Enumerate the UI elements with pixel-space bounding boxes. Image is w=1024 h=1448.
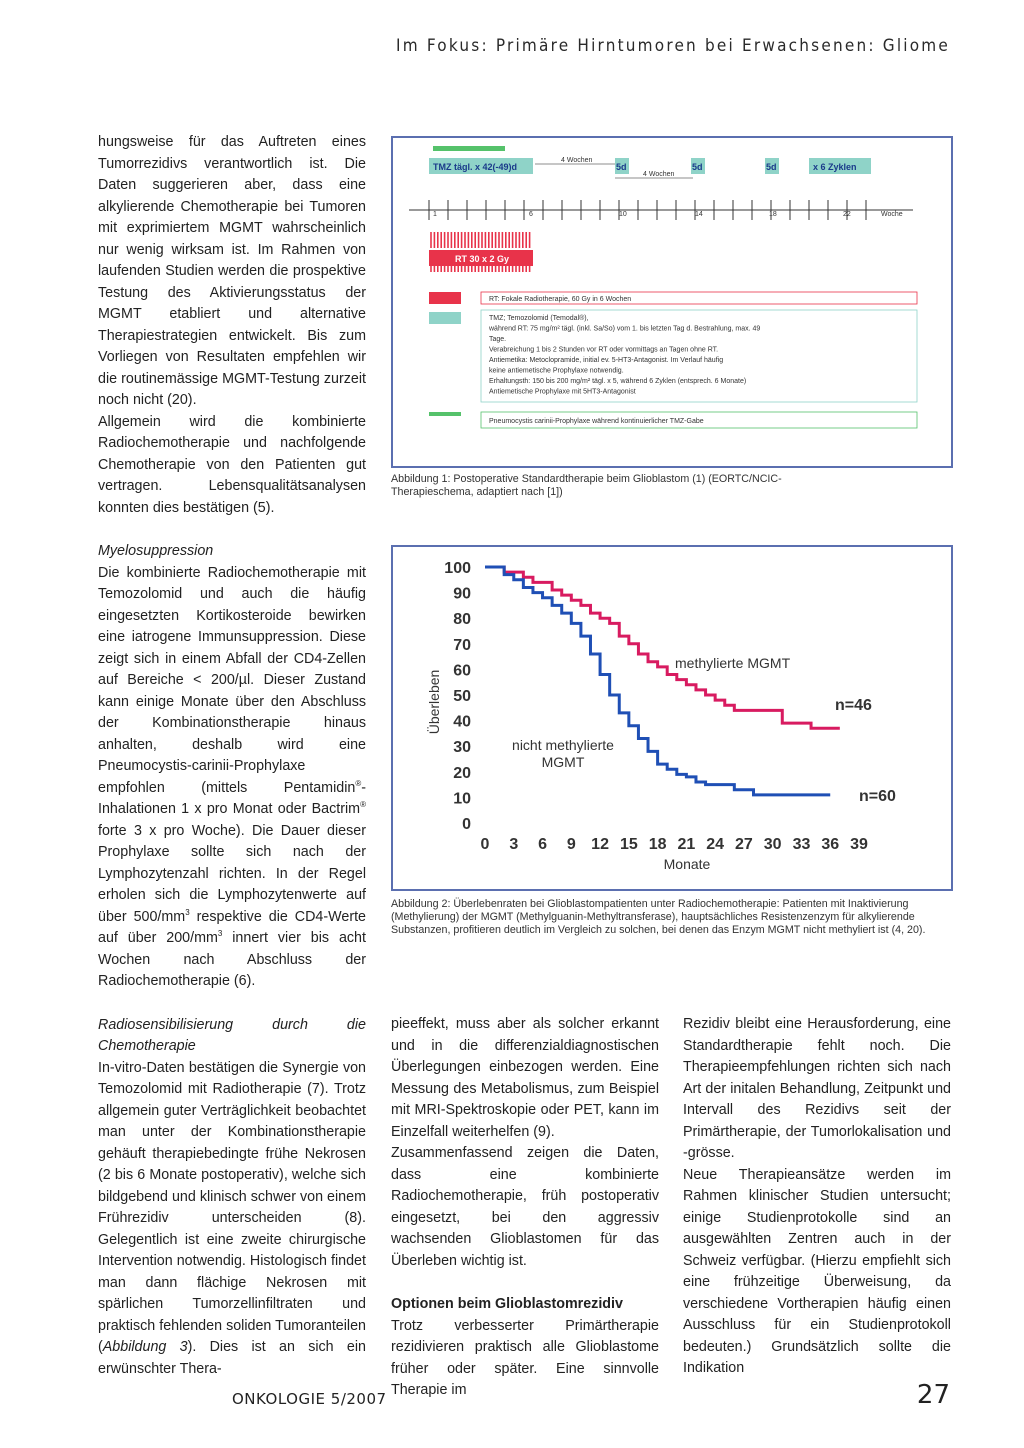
x-tick-label: 0 <box>480 836 490 853</box>
legend-rt-text: RT: Fokale Radiotherapie, 60 Gy in 6 Wochen <box>489 296 632 303</box>
y-tick-label: 10 <box>453 790 471 808</box>
therapy-scheme-svg <box>393 138 951 466</box>
paragraph: Zusammenfassend zeigen die Daten, dass eine kombinierte Radiochemotherapie, früh postoperativ eingesetzt, bei den aggressiv wachsenden Glioblastomen für das Überleben wichtig ist. <box>391 1145 659 1269</box>
series-label-unmethylated-line1: nicht methylierte <box>512 737 614 753</box>
y-tick-label: 90 <box>453 585 471 603</box>
weeks-label-b: 4 Wochen <box>643 171 675 178</box>
x-tick-label: 30 <box>763 836 782 853</box>
running-header: Im Fokus: Primäre Hirntumoren bei Erwachsenen: Gliome <box>396 36 950 56</box>
x-tick-label: 33 <box>792 836 811 853</box>
weeks-label-a: 4 Wochen <box>561 157 593 164</box>
paragraph: Neue Therapieansätze werden im Rahmen klinischer Studien untersucht; einige Studienprotokolle sind an ausgewählten Zentren auch in der Schweiz verfügbar. (Hierzu empfiehlt sich eine frühzeitige Überweisung, da verschiedene Vortherapien häufig einen Ausschluss für ein Studienprotokoll bedeuten.) Grundsätzlich sollte die Indikation <box>683 1166 951 1376</box>
week-tick-label: 1 <box>433 211 437 218</box>
figure-2-caption: Abbildung 2: Überlebenraten bei Glioblastompatienten unter Radiochemotherapie: Patienten mit Inaktivierung (Methylierung) der MGMT (Methylguanin-Methyltransferase), hauptsächliches Resistenzenzym für alkylierende Substanzen, profitieren deutlich im Vergleich zu solchen, bei denen das Enzym MGMT nicht methyliert ist (4, 20). <box>391 898 926 936</box>
km-series-line <box>485 567 830 795</box>
week-tick-label: 14 <box>695 211 703 218</box>
legend-tmz-swatch <box>429 312 461 324</box>
paragraph: In-vitro-Daten bestätigen die Synergie von Temozolomid mit Radiotherapie (7). Trotz allgemein guter Verträglichkeit beobachtet man unter der Kombinationstherapie gehäuft therapiebedingte frühe Nekrosen (2 bis 6 Monate postoperativ), welche sich bildgebend und klinisch schwer von einem Frührezidiv unterscheiden (8). Gelegentlich ist eine zweite chirurgische Intervention notwendig. Histologisch findet man dann flächige Nekrosen mit spärlichen Tumorzellinfiltraten und praktisch fehlenden soliden Tumoranteilen (Abbildung 3). Dies ist an sich ein erwünschter Thera- <box>98 1059 366 1377</box>
paragraph: Rezidiv bleibt eine Herausforderung, eine Standardtherapie fehlt noch. Die Therapieempfehlungen richten sich nach Art der initalen Behandlung, Zeitpunkt und Intervall des Rezidivs seit der Primärtherapie, der Tumorlokalisation und -grösse. <box>683 1016 951 1161</box>
legend-pneumo-text: Pneumocystis carinii-Prophylaxe während kontinuierlicher TMZ-Gabe <box>489 418 704 425</box>
series-label-unmethylated-line2: MGMT <box>541 754 585 770</box>
legend-pneumo-swatch <box>429 412 461 416</box>
cycle-label: 5d <box>766 162 777 172</box>
survival-chart-svg <box>393 547 951 889</box>
paragraph: pieeffekt, muss aber als solcher erkannt und in die differenzialdiagnostischen Überlegungen einbezogen werden. Eine Messung des Metabolismus, zum Beispiel mit MRI-Spektroskopie oder PET, kann im Einzelfall weiterhelfen (9). <box>391 1016 659 1140</box>
middle-column <box>391 1014 659 1402</box>
x-tick-label: 9 <box>566 836 576 853</box>
paragraph: Trotz verbesserter Primärtherapie rezidivieren praktisch alle Glioblastome früher oder später. Eine sinnvolle Therapie im <box>391 1317 659 1398</box>
page-number: 27 <box>916 1380 950 1410</box>
paragraph: hungsweise für das Auftreten eines Tumorrezidivs verantwortlich ist. Die Daten suggerieren aber, dass eine alkylierende Chemotherapie bei Tumoren mit exprimiertem MGMT wahrscheinlich nur wenig wirksam ist. Im Rahmen von laufenden Studien werden die prospektive Testung des Aktivierungsstatus der MGMT etabliert und alternative Therapiestrategien entwickelt. Bis zum Vorliegen von Resultaten empfehlen wir die routinemässige MGMT-Testung zurzeit noch nicht (20). <box>98 134 366 408</box>
y-tick-label: 70 <box>453 636 471 654</box>
x-tick-label: 27 <box>735 836 753 853</box>
cycle-label: 5d <box>692 162 703 172</box>
y-tick-label: 60 <box>453 662 471 680</box>
rt-box-label: RT 30 x 2 Gy <box>455 254 510 264</box>
x-tick-label: 24 <box>706 836 725 853</box>
tmz-box-label: TMZ tägl. x 42(-49)d <box>433 162 518 172</box>
axis-label-woche: Woche <box>881 211 903 218</box>
y-tick-labels <box>444 560 471 833</box>
x-tick-label: 3 <box>509 836 519 853</box>
right-column <box>683 1014 951 1380</box>
figure-2-survival-chart <box>391 545 953 891</box>
week-tick-label: 18 <box>769 211 777 218</box>
legend-tmz-line: Antiemetische Prophylaxe mit 5HT3-Antagonist <box>489 388 636 396</box>
legend-rt-swatch <box>429 292 461 304</box>
cycle-label: 5d <box>616 162 627 172</box>
y-tick-label: 30 <box>453 739 471 757</box>
legend-tmz-line: TMZ; Temozolomid (Temodal®), <box>489 315 589 322</box>
footer-journal: ONKOLOGIE 5/2007 <box>232 1390 387 1408</box>
series-label-methylated: methylierte MGMT <box>675 655 791 671</box>
figure-1-caption: Abbildung 1: Postoperative Standardtherapie beim Glioblastom (1) (EORTC/NCIC-Therapieschema, adaptiert nach [1]) <box>391 473 782 498</box>
y-tick-label: 100 <box>444 560 471 577</box>
x-axis-label: Monate <box>663 856 711 872</box>
left-column-top <box>98 132 366 1380</box>
x-tick-label: 15 <box>619 836 638 853</box>
week-tick-label: 22 <box>843 211 851 218</box>
legend-tmz-text <box>488 314 760 396</box>
n-label-methylated: n=46 <box>835 697 872 714</box>
paragraph: Die kombinierte Radiochemotherapie mit Temozolomid und auch die häufig eingesetzten Kortikosteroide bewirken eine iatrogene Immunsuppression. Diese zeigt sich in einem Abfall der CD4-Zellen auf Bereiche < 200/µl. Dieser Zustand kann einige Monate über den Abschluss der Kombinationstherapie hinaus anhalten, deshalb wird eine Pneumocystis-carinii-Prophylaxe empfohlen (mittels Pentamidin®-Inhalationen 1 x pro Monat oder Bactrim® forte 3 x pro Woche). Die Dauer dieser Prophylaxe sollte sich nach der Lymphozytenzahl richten. In der Regel erholen sich die Lymphozytenwerte auf über $500/mm^3$ respektive die CD4-Werte auf über $200/mm^3$ innert vier bis acht Wochen nach Abschluss der Radiochemotherapie (6). <box>98 564 367 989</box>
x-tick-labels <box>481 836 868 853</box>
week-tick-label: 6 <box>529 211 533 218</box>
paragraph: Allgemein wird die kombinierte Radiochemotherapie und nachfolgende Chemotherapie von den Patienten gut vertragen. Lebensqualitätsanalysen konnten dies bestätigen (5). <box>98 413 366 516</box>
legend-tmz-line: Tage. <box>489 336 507 343</box>
x-tick-label: 39 <box>850 836 868 853</box>
cycles-label: x 6 Zyklen <box>813 162 857 172</box>
section-heading: Myelosuppression <box>98 543 214 559</box>
x-tick-label: 21 <box>677 836 696 853</box>
x-tick-label: 12 <box>591 836 609 853</box>
legend-tmz-line: während RT: 75 mg/m² tägl. (inkl. Sa/So) vom 1. bis letzten Tag d. Bestrahlung, max. 49 <box>489 325 761 333</box>
y-tick-label: 80 <box>453 611 471 629</box>
y-tick-label: 0 <box>462 816 471 833</box>
section-heading: Optionen beim Glioblastomrezidiv <box>391 1296 623 1312</box>
section-heading: Radiosensibilisierung durch die Chemotherapie <box>98 1016 366 1054</box>
n-label-unmethylated: n=60 <box>859 788 896 805</box>
y-tick-label: 20 <box>453 764 471 782</box>
legend-tmz-line: Verabreichung 1 bis 2 Stunden vor RT oder vormittags an Tagen ohne RT. <box>489 346 719 354</box>
series-lines <box>485 567 840 795</box>
y-axis-label: Überleben <box>426 669 442 735</box>
legend-tmz-line: keine antiemetische Prophylaxe notwendig. <box>489 367 624 375</box>
x-tick-label: 18 <box>648 836 667 853</box>
x-tick-label: 6 <box>538 836 547 853</box>
figure-1-therapy-scheme <box>391 136 953 468</box>
y-tick-label: 40 <box>453 713 471 731</box>
legend-tmz-line: Antiemetika: Metoclopramide, initial ev. 5-HT3-Antagonist. Im Verlauf häufig <box>489 357 724 364</box>
legend-tmz-line: Erhaltungsth: 150 bis 200 mg/m² tägl. x 5, während 6 Zyklen (entsprech. 6 Monate) <box>489 378 747 385</box>
y-tick-label: 50 <box>453 688 471 705</box>
pneumo-bar-top <box>433 146 505 151</box>
x-tick-label: 36 <box>821 836 840 853</box>
week-tick-label: 10 <box>619 211 627 218</box>
